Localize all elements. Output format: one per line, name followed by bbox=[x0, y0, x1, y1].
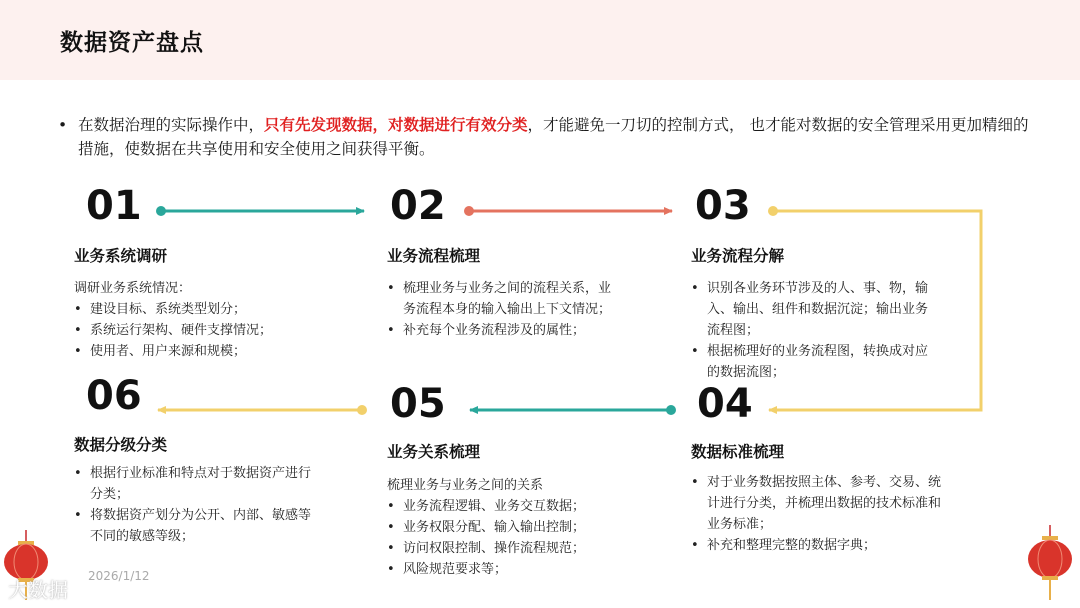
step-02-item: • 补充每个业务流程涉及的属性； bbox=[387, 320, 619, 341]
watermark-text: 大数据 bbox=[8, 578, 68, 602]
step-04-title: 数据标准梳理 bbox=[691, 443, 785, 461]
step-06-body bbox=[74, 463, 312, 547]
step-05-lead: 梳理业务与业务之间的关系 bbox=[387, 478, 544, 493]
step-02-number: 02 bbox=[390, 183, 446, 229]
step-03-title: 业务流程分解 bbox=[691, 247, 785, 265]
step-02-body bbox=[387, 278, 619, 341]
step-05-body bbox=[387, 475, 637, 580]
footer-date: 2026/1/12 bbox=[88, 569, 150, 583]
step-03-body bbox=[691, 278, 929, 383]
step-05-item: • 业务权限分配、输入输出控制； bbox=[387, 517, 637, 538]
arrow-05-to-06 bbox=[158, 405, 367, 415]
page-title: 数据资产盘点 bbox=[60, 30, 204, 56]
step-06-item: • 根据行业标准和特点对于数据资产进行分类； bbox=[74, 463, 312, 505]
intro-bullet: • bbox=[58, 116, 68, 134]
lantern-right-icon bbox=[1028, 525, 1072, 600]
step-06-number: 06 bbox=[86, 373, 142, 419]
step-02-title: 业务流程梳理 bbox=[387, 247, 481, 265]
step-01-title: 业务系统调研 bbox=[74, 247, 168, 265]
step-06-item: • 将数据资产划分为公开、内部、敏感等不同的敏感等级； bbox=[74, 505, 312, 547]
step-03-item: • 识别各业务环节涉及的人、事、物，输入、输出、组件和数据沉淀；输出业务流程图； bbox=[691, 278, 929, 341]
step-03-item: • 根据梳理好的业务流程图，转换成对应的数据流图； bbox=[691, 341, 929, 383]
step-03-number: 03 bbox=[695, 183, 751, 229]
intro-highlight: 只有先发现数据，对数据进行有效分类 bbox=[264, 116, 528, 134]
step-05-item: • 业务流程逻辑、业务交互数据； bbox=[387, 496, 637, 517]
step-01-item: • 建设目标、系统类型划分； bbox=[74, 299, 314, 320]
step-01-lead: 调研业务系统情况： bbox=[74, 281, 192, 296]
step-04-item: • 补充和整理完整的数据字典； bbox=[691, 535, 941, 556]
step-04-body bbox=[691, 472, 941, 556]
arrow-04-to-05 bbox=[470, 405, 676, 415]
intro-part2: ，才能避免一刀切的控制方式， 也才能对数据的安全管理采用更加精细的措施，使数据在共享使用和安全使用之间获得平衡。 bbox=[78, 116, 1029, 158]
step-01-item: • 使用者、用户来源和规模； bbox=[74, 341, 314, 362]
step-05-title: 业务关系梳理 bbox=[387, 443, 481, 461]
step-01-item: • 系统运行架构、硬件支撑情况； bbox=[74, 320, 314, 341]
step-05-number: 05 bbox=[390, 381, 446, 427]
step-06-title: 数据分级分类 bbox=[74, 436, 168, 454]
step-04-item: • 对于业务数据按照主体、参考、交易、统计进行分类，并梳理出数据的技术标准和业务标准； bbox=[691, 472, 941, 535]
arrow-01-to-02 bbox=[156, 206, 364, 216]
step-02-item: • 梳理业务与业务之间的流程关系，业务流程本身的输入输出上下文情况； bbox=[387, 278, 619, 320]
step-05-item: • 访问权限控制、操作流程规范； bbox=[387, 538, 637, 559]
step-01-number: 01 bbox=[86, 183, 142, 229]
arrow-02-to-03 bbox=[464, 206, 672, 216]
step-04-number: 04 bbox=[697, 381, 753, 427]
step-05-item: • 风险规范要求等； bbox=[387, 559, 637, 580]
intro-part1: 在数据治理的实际操作中， bbox=[78, 116, 265, 134]
step-01-body bbox=[74, 278, 314, 362]
